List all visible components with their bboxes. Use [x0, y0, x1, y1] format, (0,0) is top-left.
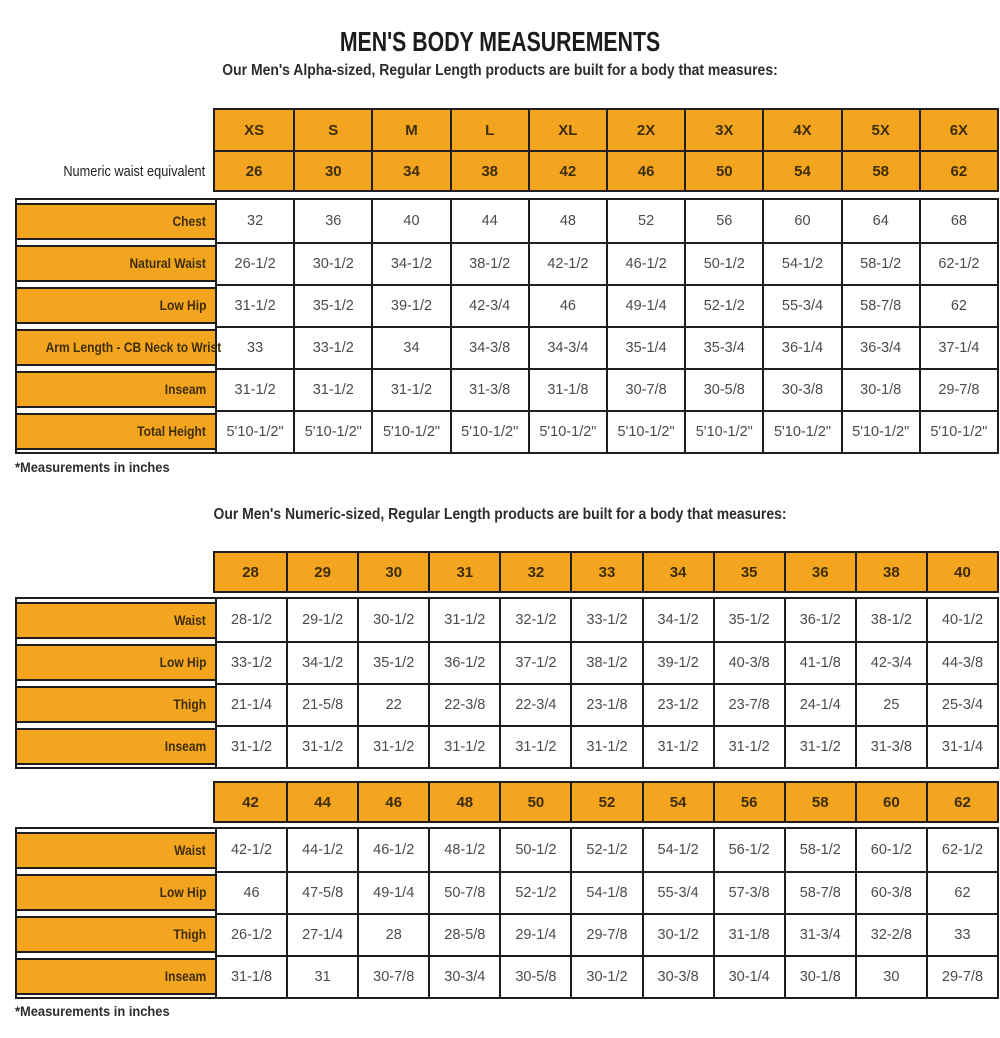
row-label-box — [17, 686, 215, 723]
row-label-cell — [17, 599, 215, 641]
measurement-cell: 34 — [371, 326, 449, 368]
measurement-cell: 47-5/8 — [286, 871, 357, 913]
measurement-cell: 5'10-1/2" — [528, 410, 606, 452]
measurement-cell: 30-7/8 — [606, 368, 684, 410]
row-label-text: Low Hip — [159, 654, 206, 670]
waist-equiv-cell: 62 — [919, 150, 997, 190]
row-label-text: Total Height — [137, 423, 206, 439]
size-header-cell: 60 — [855, 783, 926, 821]
measurement-cell: 34-1/2 — [371, 242, 449, 284]
measurement-cell: 58-7/8 — [841, 284, 919, 326]
measurement-cell: 29-1/4 — [499, 913, 570, 955]
measurement-cell: 50-7/8 — [428, 871, 499, 913]
size-header-cell: 38 — [855, 553, 926, 591]
measurement-cell: 34-1/2 — [642, 599, 713, 641]
measurement-cell: 56-1/2 — [713, 829, 784, 871]
measurement-cell: 35-1/2 — [357, 641, 428, 683]
measurement-cell: 27-1/4 — [286, 913, 357, 955]
measurement-cell: 50-1/2 — [499, 829, 570, 871]
size-header-cell: 28 — [215, 553, 286, 591]
measurement-cell: 33-1/2 — [215, 641, 286, 683]
size-header-cell: 52 — [570, 783, 641, 821]
waist-equiv-cell: 42 — [528, 150, 606, 190]
row-label-text: Low Hip — [159, 884, 206, 900]
measurement-cell: 62 — [926, 871, 997, 913]
measurement-cell: 5'10-1/2" — [215, 410, 293, 452]
measurement-cell: 30-3/4 — [428, 955, 499, 997]
measurement-cell: 31-1/2 — [286, 725, 357, 767]
measurement-cell: 60-3/8 — [855, 871, 926, 913]
measurement-cell: 30-7/8 — [357, 955, 428, 997]
measurement-cell: 31-1/2 — [215, 368, 293, 410]
size-header-cell: 32 — [499, 553, 570, 591]
row-label-text: Low Hip — [159, 297, 206, 313]
measurement-cell: 39-1/2 — [371, 284, 449, 326]
measurement-cell: 60 — [762, 200, 840, 242]
measurement-cell: 31-1/2 — [357, 725, 428, 767]
measurement-body — [15, 198, 999, 454]
measurement-cell: 5'10-1/2" — [762, 410, 840, 452]
size-header-row — [213, 781, 999, 823]
measurement-cell: 40 — [371, 200, 449, 242]
measurement-cell: 31-1/2 — [499, 725, 570, 767]
row-label-box — [17, 728, 215, 765]
waist-equiv-cell: 58 — [841, 150, 919, 190]
size-header-cell: 54 — [642, 783, 713, 821]
size-header-cell: 4X — [762, 110, 840, 150]
measurement-cell: 58-7/8 — [784, 871, 855, 913]
measurement-cell: 48 — [528, 200, 606, 242]
size-header-cell: S — [293, 110, 371, 150]
measurement-cell: 29-7/8 — [919, 368, 997, 410]
measurement-cell: 39-1/2 — [642, 641, 713, 683]
numeric-intro-text: Our Men's Numeric-sized, Regular Length products are built for a body that measures: — [213, 506, 787, 523]
measurement-cell: 60-1/2 — [855, 829, 926, 871]
measurement-cell: 55-3/4 — [642, 871, 713, 913]
size-header-cell: 35 — [713, 553, 784, 591]
size-header-cell: 30 — [357, 553, 428, 591]
measurement-cell: 30-1/2 — [357, 599, 428, 641]
row-label-text: Waist — [174, 842, 206, 858]
waist-equiv-cell: 46 — [606, 150, 684, 190]
measurement-cell: 46-1/2 — [357, 829, 428, 871]
measurement-cell: 52-1/2 — [570, 829, 641, 871]
measurement-cell: 31-1/4 — [926, 725, 997, 767]
measurement-cell: 5'10-1/2" — [293, 410, 371, 452]
measurement-cell: 23-7/8 — [713, 683, 784, 725]
waist-equiv-cell: 54 — [762, 150, 840, 190]
measurement-cell: 31-1/2 — [215, 284, 293, 326]
measurement-cell: 62-1/2 — [926, 829, 997, 871]
row-label-text: Waist — [174, 612, 206, 628]
measurement-cell: 23-1/8 — [570, 683, 641, 725]
measurement-cell: 30-1/4 — [713, 955, 784, 997]
measurement-cell: 35-1/2 — [293, 284, 371, 326]
row-label-cell — [17, 242, 215, 284]
row-label-text: Inseam — [164, 381, 206, 397]
measurement-cell: 22 — [357, 683, 428, 725]
measurement-cell: 54-1/8 — [570, 871, 641, 913]
measurement-cell: 22-3/8 — [428, 683, 499, 725]
measurement-cell: 56 — [684, 200, 762, 242]
measurement-cell: 36 — [293, 200, 371, 242]
measurement-cell: 36-1/4 — [762, 326, 840, 368]
size-header-cell: 46 — [357, 783, 428, 821]
measurement-cell: 30-1/2 — [642, 913, 713, 955]
measurement-cell: 52-1/2 — [499, 871, 570, 913]
row-label-cell — [17, 641, 215, 683]
measurement-cell: 30-1/2 — [570, 955, 641, 997]
measurement-cell: 32 — [215, 200, 293, 242]
numeric-size-table-large — [15, 781, 999, 1001]
measurement-cell: 5'10-1/2" — [606, 410, 684, 452]
measurement-cell: 31-1/8 — [528, 368, 606, 410]
measurement-cell: 32-2/8 — [855, 913, 926, 955]
measurement-cell: 25-3/4 — [926, 683, 997, 725]
row-label-box — [17, 371, 215, 408]
row-label-text: Chest — [172, 213, 206, 229]
measurement-cell: 31-1/2 — [784, 725, 855, 767]
measurement-cell: 30-5/8 — [499, 955, 570, 997]
measurement-cell: 46 — [528, 284, 606, 326]
measurement-cell: 31 — [286, 955, 357, 997]
measurement-cell: 36-3/4 — [841, 326, 919, 368]
measurement-cell: 31-3/4 — [784, 913, 855, 955]
size-header-cell: 29 — [286, 553, 357, 591]
measurement-cell: 42-1/2 — [215, 829, 286, 871]
row-label-cell — [17, 200, 215, 242]
size-header-cell: M — [371, 110, 449, 150]
row-label-cell — [17, 725, 215, 767]
measurement-cell: 30-5/8 — [684, 368, 762, 410]
alpha-size-table — [15, 108, 999, 456]
size-header-cell: 2X — [606, 110, 684, 150]
size-header-cell: 6X — [919, 110, 997, 150]
measurement-cell: 22-3/4 — [499, 683, 570, 725]
measurement-cell: 34-3/8 — [450, 326, 528, 368]
row-label-box — [17, 287, 215, 324]
measurement-cell: 68 — [919, 200, 997, 242]
row-label-box — [17, 832, 215, 869]
measurement-cell: 30-3/8 — [642, 955, 713, 997]
page-title: MEN'S BODY MEASUREMENTS — [339, 26, 661, 57]
measurement-cell: 33 — [926, 913, 997, 955]
waist-equiv-cell: 26 — [215, 150, 293, 190]
measurement-cell: 33 — [215, 326, 293, 368]
measurement-cell: 31-3/8 — [450, 368, 528, 410]
measurement-cell: 34-3/4 — [528, 326, 606, 368]
row-label-box — [17, 874, 215, 911]
measurement-cell: 26-1/2 — [215, 913, 286, 955]
row-label-cell — [17, 368, 215, 410]
measurement-cell: 38-1/2 — [450, 242, 528, 284]
size-header-row — [213, 551, 999, 593]
waist-equiv-label-text: Numeric waist equivalent — [63, 164, 205, 180]
measurement-cell: 37-1/2 — [499, 641, 570, 683]
measurement-cell: 5'10-1/2" — [450, 410, 528, 452]
measurement-cell: 32-1/2 — [499, 599, 570, 641]
row-label-box — [17, 644, 215, 681]
measurement-cell: 54-1/2 — [762, 242, 840, 284]
measurement-cell: 50-1/2 — [684, 242, 762, 284]
measurement-cell: 30 — [855, 955, 926, 997]
row-label-box — [17, 958, 215, 995]
waist-equiv-cell: 50 — [684, 150, 762, 190]
size-header-cell: 36 — [784, 553, 855, 591]
size-header-cell: 44 — [286, 783, 357, 821]
measurement-cell: 46-1/2 — [606, 242, 684, 284]
row-label-cell — [17, 871, 215, 913]
measurement-cell: 5'10-1/2" — [371, 410, 449, 452]
measurement-cell: 40-3/8 — [713, 641, 784, 683]
measurement-cell: 41-1/8 — [784, 641, 855, 683]
measurement-cell: 55-3/4 — [762, 284, 840, 326]
measurement-cell: 29-7/8 — [926, 955, 997, 997]
measurement-cell: 33-1/2 — [293, 326, 371, 368]
row-label-text: Inseam — [164, 738, 206, 754]
measurement-cell: 52-1/2 — [684, 284, 762, 326]
measurement-cell: 5'10-1/2" — [684, 410, 762, 452]
size-header-row — [213, 108, 999, 192]
row-label-cell — [17, 955, 215, 997]
measurement-cell: 25 — [855, 683, 926, 725]
measurement-cell: 31-1/2 — [371, 368, 449, 410]
measurement-cell: 52 — [606, 200, 684, 242]
measurement-cell: 33-1/2 — [570, 599, 641, 641]
size-header-cell: 56 — [713, 783, 784, 821]
measurement-cell: 31-1/2 — [428, 599, 499, 641]
measurement-cell: 30-1/2 — [293, 242, 371, 284]
measurement-body — [15, 597, 999, 769]
row-label-cell — [17, 829, 215, 871]
waist-equiv-cell: 30 — [293, 150, 371, 190]
measurement-cell: 23-1/2 — [642, 683, 713, 725]
size-header-cell: L — [450, 110, 528, 150]
size-header-cell: 58 — [784, 783, 855, 821]
row-label-cell — [17, 913, 215, 955]
size-header-cell: 3X — [684, 110, 762, 150]
waist-equiv-label — [15, 152, 205, 192]
measurement-cell: 40-1/2 — [926, 599, 997, 641]
measurement-cell: 28-5/8 — [428, 913, 499, 955]
size-header-cell: 31 — [428, 553, 499, 591]
measurement-cell: 57-3/8 — [713, 871, 784, 913]
row-label-cell — [17, 683, 215, 725]
measurement-cell: 29-1/2 — [286, 599, 357, 641]
numeric-size-table-small — [15, 551, 999, 771]
alpha-intro-text: Our Men's Alpha-sized, Regular Length products are built for a body that measures: — [222, 62, 778, 79]
measurement-cell: 62 — [919, 284, 997, 326]
measurement-cell: 62-1/2 — [919, 242, 997, 284]
measurement-cell: 30-3/8 — [762, 368, 840, 410]
measurement-cell: 42-3/4 — [450, 284, 528, 326]
measurement-cell: 28-1/2 — [215, 599, 286, 641]
measurement-cell: 35-1/4 — [606, 326, 684, 368]
measurement-cell: 31-1/2 — [293, 368, 371, 410]
measurement-cell: 35-3/4 — [684, 326, 762, 368]
measurement-cell: 29-7/8 — [570, 913, 641, 955]
row-label-text: Inseam — [164, 968, 206, 984]
footnote-alpha: *Measurements in inches — [15, 459, 170, 475]
measurement-cell: 21-5/8 — [286, 683, 357, 725]
measurement-cell: 44-1/2 — [286, 829, 357, 871]
row-label-box — [17, 203, 215, 240]
size-header-cell: 62 — [926, 783, 997, 821]
measurement-cell: 31-1/2 — [713, 725, 784, 767]
size-header-cell: 5X — [841, 110, 919, 150]
size-header-cell: 34 — [642, 553, 713, 591]
waist-equiv-cell: 38 — [450, 150, 528, 190]
size-header-cell: 48 — [428, 783, 499, 821]
row-label-box — [17, 329, 230, 366]
measurement-cell: 5'10-1/2" — [919, 410, 997, 452]
row-label-box — [17, 916, 215, 953]
measurement-cell: 49-1/4 — [357, 871, 428, 913]
measurement-cell: 5'10-1/2" — [841, 410, 919, 452]
measurement-cell: 64 — [841, 200, 919, 242]
size-header-cell: 40 — [926, 553, 997, 591]
measurement-cell: 34-1/2 — [286, 641, 357, 683]
measurement-cell: 36-1/2 — [784, 599, 855, 641]
measurement-cell: 54-1/2 — [642, 829, 713, 871]
measurement-cell: 37-1/4 — [919, 326, 997, 368]
size-header-cell: 50 — [499, 783, 570, 821]
measurement-cell: 49-1/4 — [606, 284, 684, 326]
waist-equiv-cell: 34 — [371, 150, 449, 190]
size-header-cell: 42 — [215, 783, 286, 821]
size-header-cell: XL — [528, 110, 606, 150]
measurement-cell: 42-3/4 — [855, 641, 926, 683]
measurement-cell: 31-1/2 — [428, 725, 499, 767]
measurement-cell: 44 — [450, 200, 528, 242]
measurement-cell: 30-1/8 — [784, 955, 855, 997]
row-label-box — [17, 602, 215, 639]
measurement-cell: 31-1/2 — [642, 725, 713, 767]
measurement-cell: 38-1/2 — [570, 641, 641, 683]
row-label-box — [17, 413, 215, 450]
footnote-numeric: *Measurements in inches — [15, 1003, 170, 1019]
row-label-cell — [17, 284, 215, 326]
measurement-cell: 44-3/8 — [926, 641, 997, 683]
row-label-text: Thigh — [173, 696, 206, 712]
row-label-cell — [17, 410, 215, 452]
measurement-cell: 24-1/4 — [784, 683, 855, 725]
measurement-cell: 42-1/2 — [528, 242, 606, 284]
measurement-cell: 36-1/2 — [428, 641, 499, 683]
measurement-cell: 31-1/8 — [215, 955, 286, 997]
measurement-cell: 30-1/8 — [841, 368, 919, 410]
measurement-body — [15, 827, 999, 999]
measurement-cell: 31-1/2 — [215, 725, 286, 767]
measurement-cell: 46 — [215, 871, 286, 913]
measurement-cell: 48-1/2 — [428, 829, 499, 871]
size-header-cell: XS — [215, 110, 293, 150]
measurement-cell: 31-1/2 — [570, 725, 641, 767]
row-label-box — [17, 245, 215, 282]
measurement-cell: 38-1/2 — [855, 599, 926, 641]
measurement-cell: 21-1/4 — [215, 683, 286, 725]
size-header-cell: 33 — [570, 553, 641, 591]
row-label-text: Arm Length - CB Neck to Wrist — [45, 339, 222, 355]
measurement-cell: 31-1/8 — [713, 913, 784, 955]
measurement-cell: 28 — [357, 913, 428, 955]
row-label-cell — [17, 326, 222, 368]
measurement-cell: 58-1/2 — [784, 829, 855, 871]
measurement-cell: 58-1/2 — [841, 242, 919, 284]
measurement-cell: 31-3/8 — [855, 725, 926, 767]
row-label-text: Thigh — [173, 926, 206, 942]
row-label-text: Natural Waist — [129, 255, 206, 271]
measurement-cell: 26-1/2 — [215, 242, 293, 284]
measurement-cell: 35-1/2 — [713, 599, 784, 641]
